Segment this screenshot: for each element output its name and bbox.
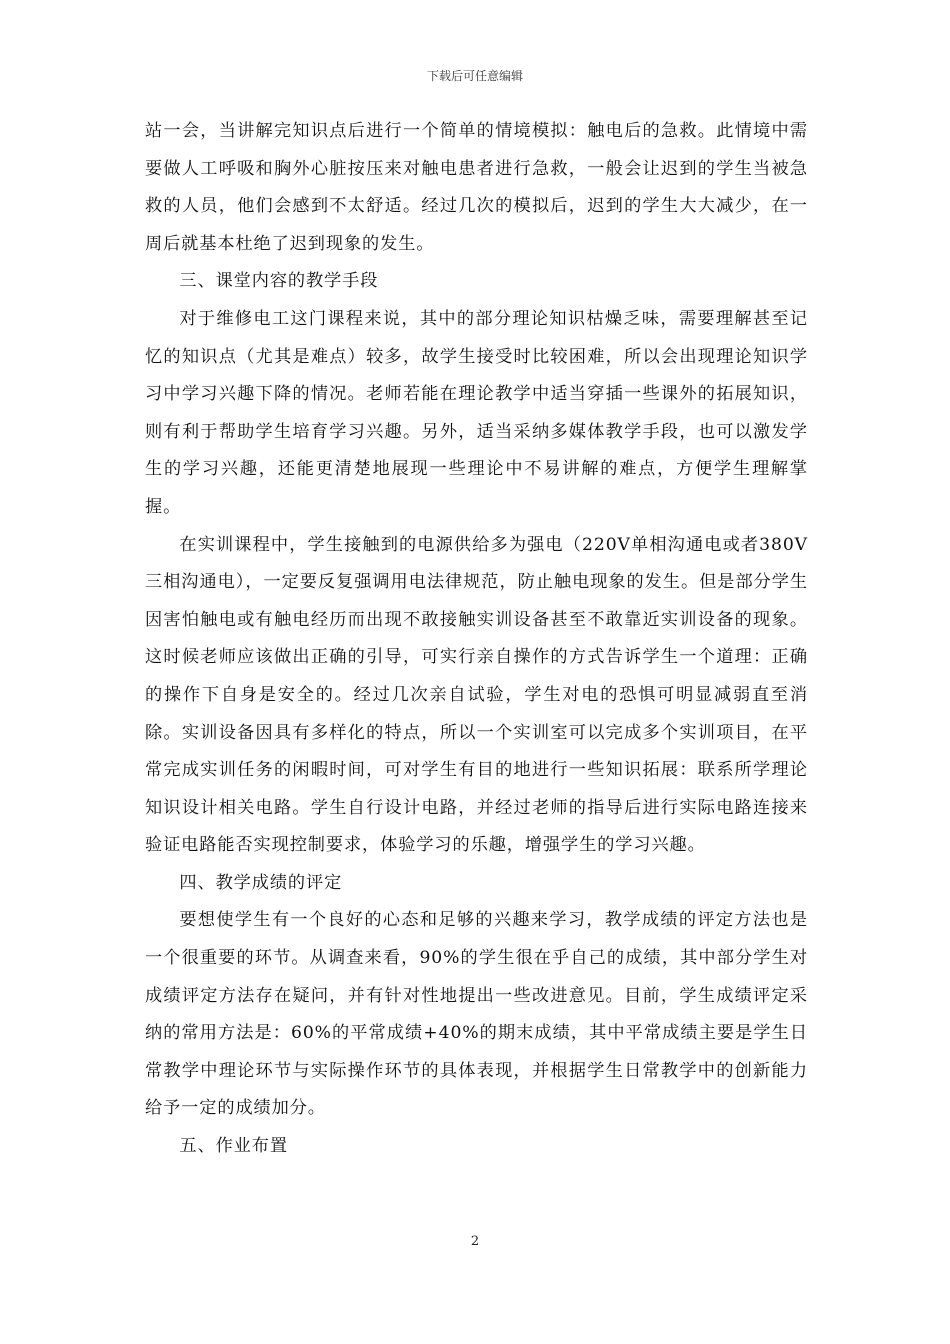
section-heading-3: 三、课堂内容的教学手段	[179, 271, 379, 292]
section-heading-5: 五、作业布置	[179, 1136, 288, 1157]
page-header: 下载后可任意编辑	[426, 69, 523, 83]
paragraph-grading: 要想使学生有一个良好的心态和足够的兴趣来学习，教学成绩的评定方法也是一个很重要的环节。从调查来看，90%的学生很在乎自己的成绩，其中部分学生对成绩评定方法存在疑问，并有针对性地提出一些改进意见。目前，学生成绩评定采纳的常用方法是：60%的平常成绩+40%的期末成绩，其中平常成绩主要是学生日常教学中理论环节与实际操作环节的具体表现，并根据学生日常教学中的创新能力给予一定的成绩加分。	[145, 910, 808, 1119]
paragraph-practical-training: 在实训课程中，学生接触到的电源供给多为强电（220V单相沟通电或者380V三相沟通电），一定要反复强调用电法律规范，防止触电现象的发生。但是部分学生因害怕触电或有触电经历而出现不敢接触实训设备甚至不敢靠近实训设备的现象。这时候老师应该做出正确的引导，可实行亲自操作的方式告诉学生一个道理：正确的操作下自身是安全的。经过几次亲自试验，学生对电的恐惧可明显减弱直至消除。实训设备因具有多样化的特点，所以一个实训室可以完成多个实训项目，在平常完成实训任务的闲暇时间，可对学生有目的地进行一些知识拓展：联系所学理论知识设计相关电路。学生自行设计电路，并经过老师的指导后进行实际电路连接来验证电路能否实现控制要求，体验学习的乐趣，增强学生的学习兴趣。	[145, 534, 808, 856]
paragraph-teaching-methods: 对于维修电工这门课程来说，其中的部分理论知识枯燥乏味，需要理解甚至记忆的知识点（尤其是难点）较多，故学生接受时比较困难，所以会出现理论知识学习中学习兴趣下降的情况。老师若能在理论教学中适当穿插一些课外的拓展知识，则有利于帮助学生培育学习兴趣。另外，适当采纳多媒体教学手段，也可以激发学生的学习兴趣，还能更清楚地展现一些理论中不易讲解的难点，方便学生理解掌握。	[145, 308, 808, 517]
paragraph-continued: 站一会，当讲解完知识点后进行一个简单的情境模拟：触电后的急救。此情境中需要做人工呼吸和胸外心脏按压来对触电患者进行急救，一般会让迟到的学生当被急救的人员，他们会感到不太舒适。经过几次的模拟后，迟到的学生大大减少，在一周后就基本杜绝了迟到现象的发生。	[145, 121, 808, 254]
document-body	[145, 113, 808, 1166]
page-number: 2	[470, 1234, 480, 1249]
section-heading-4: 四、教学成绩的评定	[179, 872, 343, 893]
